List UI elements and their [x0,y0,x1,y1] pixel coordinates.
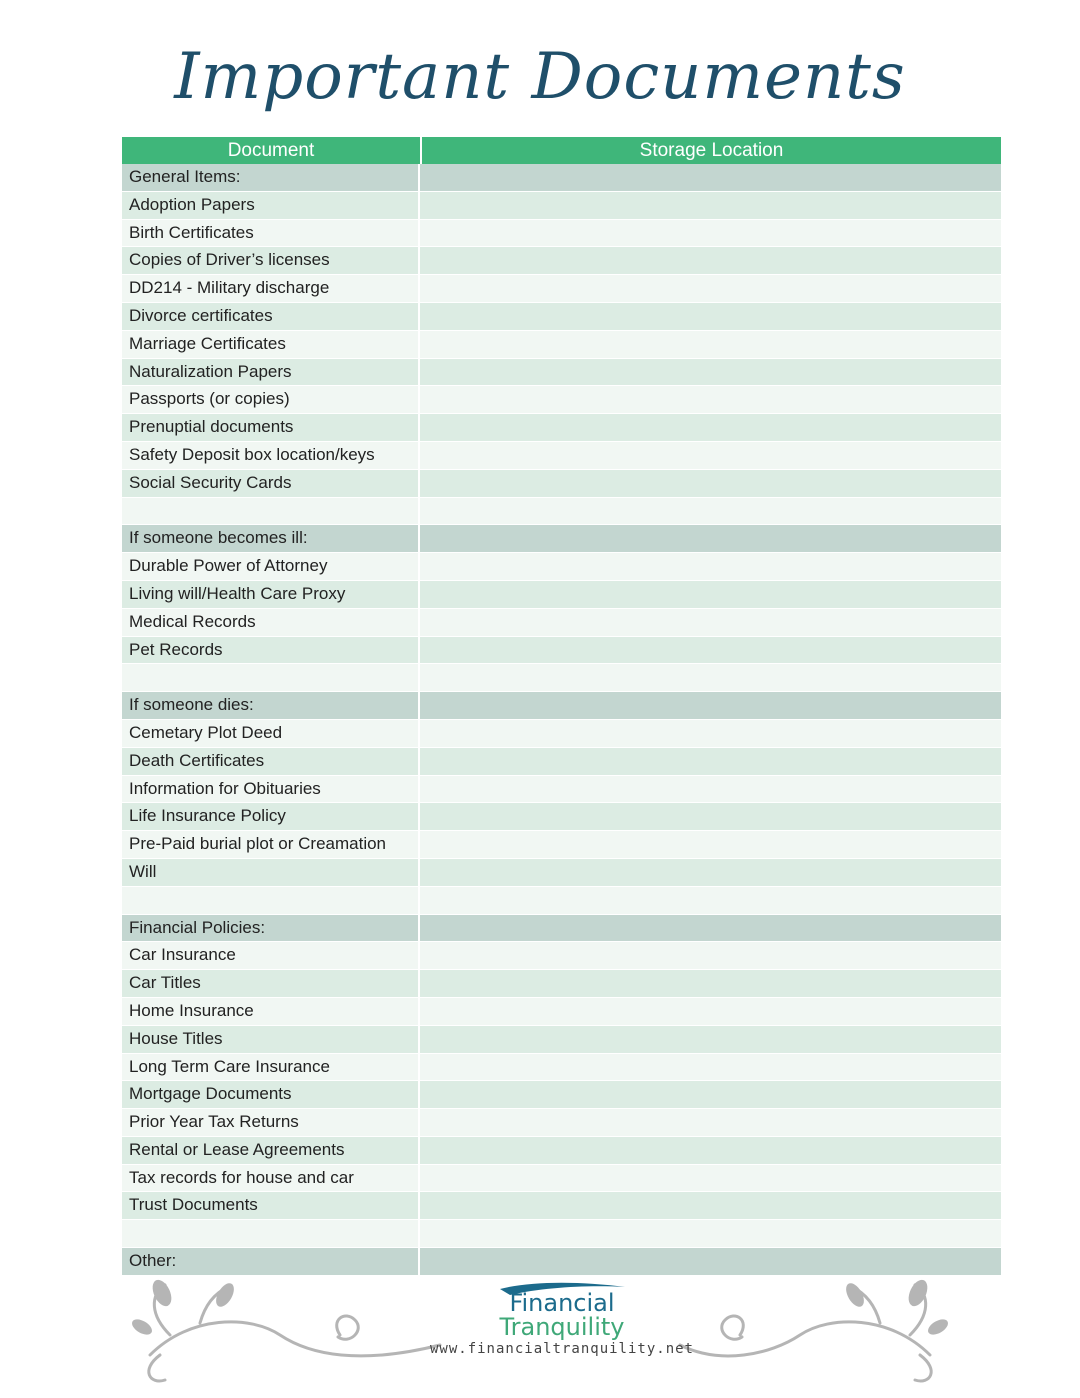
document-name-cell: Trust Documents [122,1192,420,1219]
section-label: General Items: [122,164,420,191]
storage-location-cell[interactable] [420,1109,1001,1136]
storage-location-cell[interactable] [420,581,1001,608]
column-header-storage-location: Storage Location [639,140,784,161]
table-row [122,275,1001,303]
storage-location-cell[interactable] [420,553,1001,580]
table-row [122,831,1001,859]
section-row [122,915,1001,943]
table-row [122,303,1001,331]
storage-location-cell[interactable] [420,498,1001,525]
document-name-cell: Medical Records [122,609,420,636]
section-row [122,525,1001,553]
table-row [122,220,1001,248]
section-row [122,1248,1001,1276]
document-name-cell: Marriage Certificates [122,331,420,358]
storage-location-cell[interactable] [420,1248,1001,1275]
table-row [122,803,1001,831]
table-row [122,359,1001,387]
document-name-cell: House Titles [122,1026,420,1053]
document-name-cell: Social Security Cards [122,470,420,497]
storage-location-cell[interactable] [420,386,1001,413]
document-name-cell: Naturalization Papers [122,359,420,386]
document-name-cell: Tax records for house and car [122,1165,420,1192]
table-row [122,386,1001,414]
table-row [122,1192,1001,1220]
storage-location-cell[interactable] [420,414,1001,441]
table-row [122,1109,1001,1137]
storage-location-cell[interactable] [420,247,1001,274]
storage-location-cell[interactable] [420,831,1001,858]
column-header-document: Document [122,137,422,164]
document-name-cell: Divorce certificates [122,303,420,330]
brand-name-line1: Financial [509,1289,615,1317]
document-name-cell: Adoption Papers [122,192,420,219]
table-row [122,247,1001,275]
table-row [122,581,1001,609]
table-row [122,192,1001,220]
table-row [122,1220,1001,1248]
document-name-cell: Living will/Health Care Proxy [122,581,420,608]
storage-location-cell[interactable] [420,664,1001,691]
section-label: Financial Policies: [122,915,420,942]
document-name-cell: Death Certificates [122,748,420,775]
storage-location-cell[interactable] [420,970,1001,997]
storage-location-cell[interactable] [420,720,1001,747]
document-name-cell [122,887,420,914]
table-header [122,137,1001,164]
page-title: Important Documents [174,40,906,114]
document-name-cell: Passports (or copies) [122,386,420,413]
table-row [122,1054,1001,1082]
storage-location-cell[interactable] [420,1165,1001,1192]
document-name-cell: DD214 - Military discharge [122,275,420,302]
storage-location-cell[interactable] [420,1137,1001,1164]
document-name-cell: Life Insurance Policy [122,803,420,830]
table-row [122,414,1001,442]
document-name-cell: Will [122,859,420,886]
table-row [122,664,1001,692]
storage-location-cell[interactable] [420,776,1001,803]
section-label: Other: [122,1248,420,1275]
section-row [122,164,1001,192]
storage-location-cell[interactable] [420,887,1001,914]
table-row [122,498,1001,526]
storage-location-cell[interactable] [420,1054,1001,1081]
table-row [122,1137,1001,1165]
brand-name-line2: Tranquility [499,1313,625,1341]
table-row [122,609,1001,637]
document-name-cell: Birth Certificates [122,220,420,247]
table-row [122,776,1001,804]
document-name-cell: Copies of Driver’s licenses [122,247,420,274]
storage-location-cell[interactable] [420,998,1001,1025]
document-name-cell: Car Insurance [122,942,420,969]
document-name-cell: Long Term Care Insurance [122,1054,420,1081]
document-name-cell: Rental or Lease Agreements [122,1137,420,1164]
document-name-cell: Car Titles [122,970,420,997]
storage-location-cell[interactable] [420,470,1001,497]
storage-location-cell[interactable] [420,525,1001,552]
document-name-cell: Prior Year Tax Returns [122,1109,420,1136]
storage-location-cell[interactable] [420,942,1001,969]
table-row [122,470,1001,498]
table-row [122,1081,1001,1109]
storage-location-cell[interactable] [420,331,1001,358]
storage-location-cell[interactable] [420,1081,1001,1108]
storage-location-cell[interactable] [420,164,1001,191]
document-name-cell: Mortgage Documents [122,1081,420,1108]
storage-location-cell[interactable] [420,859,1001,886]
documents-table [122,137,1001,1276]
storage-location-cell[interactable] [420,220,1001,247]
table-row [122,637,1001,665]
section-label: If someone becomes ill: [122,525,420,552]
storage-location-cell[interactable] [420,275,1001,302]
brand-url: www.financialtranquility.net [429,1341,694,1357]
table-row [122,331,1001,359]
storage-location-cell[interactable] [420,1026,1001,1053]
document-name-cell [122,664,420,691]
storage-location-cell[interactable] [420,609,1001,636]
storage-location-cell[interactable] [420,359,1001,386]
document-name-cell: Safety Deposit box location/keys [122,442,420,469]
storage-location-cell[interactable] [420,803,1001,830]
document-name-cell [122,498,420,525]
document-name-cell: Pre-Paid burial plot or Creamation [122,831,420,858]
document-name-cell: Durable Power of Attorney [122,553,420,580]
storage-location-cell[interactable] [420,1220,1001,1247]
table-row [122,442,1001,470]
storage-location-cell[interactable] [420,915,1001,942]
storage-location-cell[interactable] [420,303,1001,330]
document-name-cell [122,1220,420,1247]
document-name-cell: Cemetary Plot Deed [122,720,420,747]
storage-location-cell[interactable] [420,748,1001,775]
document-name-cell: Information for Obituaries [122,776,420,803]
section-label: If someone dies: [122,692,420,719]
storage-location-cell[interactable] [420,192,1001,219]
table-row [122,859,1001,887]
section-row [122,692,1001,720]
storage-location-cell[interactable] [420,637,1001,664]
table-row [122,720,1001,748]
table-body [122,164,1001,1276]
storage-location-cell[interactable] [420,1192,1001,1219]
table-row [122,1165,1001,1193]
table-row [122,748,1001,776]
table-row [122,970,1001,998]
document-name-cell: Pet Records [122,637,420,664]
storage-location-cell[interactable] [420,442,1001,469]
table-row [122,998,1001,1026]
table-row [122,1026,1001,1054]
table-row [122,942,1001,970]
storage-location-cell[interactable] [420,692,1001,719]
document-name-cell: Home Insurance [122,998,420,1025]
table-row [122,887,1001,915]
table-row [122,553,1001,581]
document-name-cell: Prenuptial documents [122,414,420,441]
